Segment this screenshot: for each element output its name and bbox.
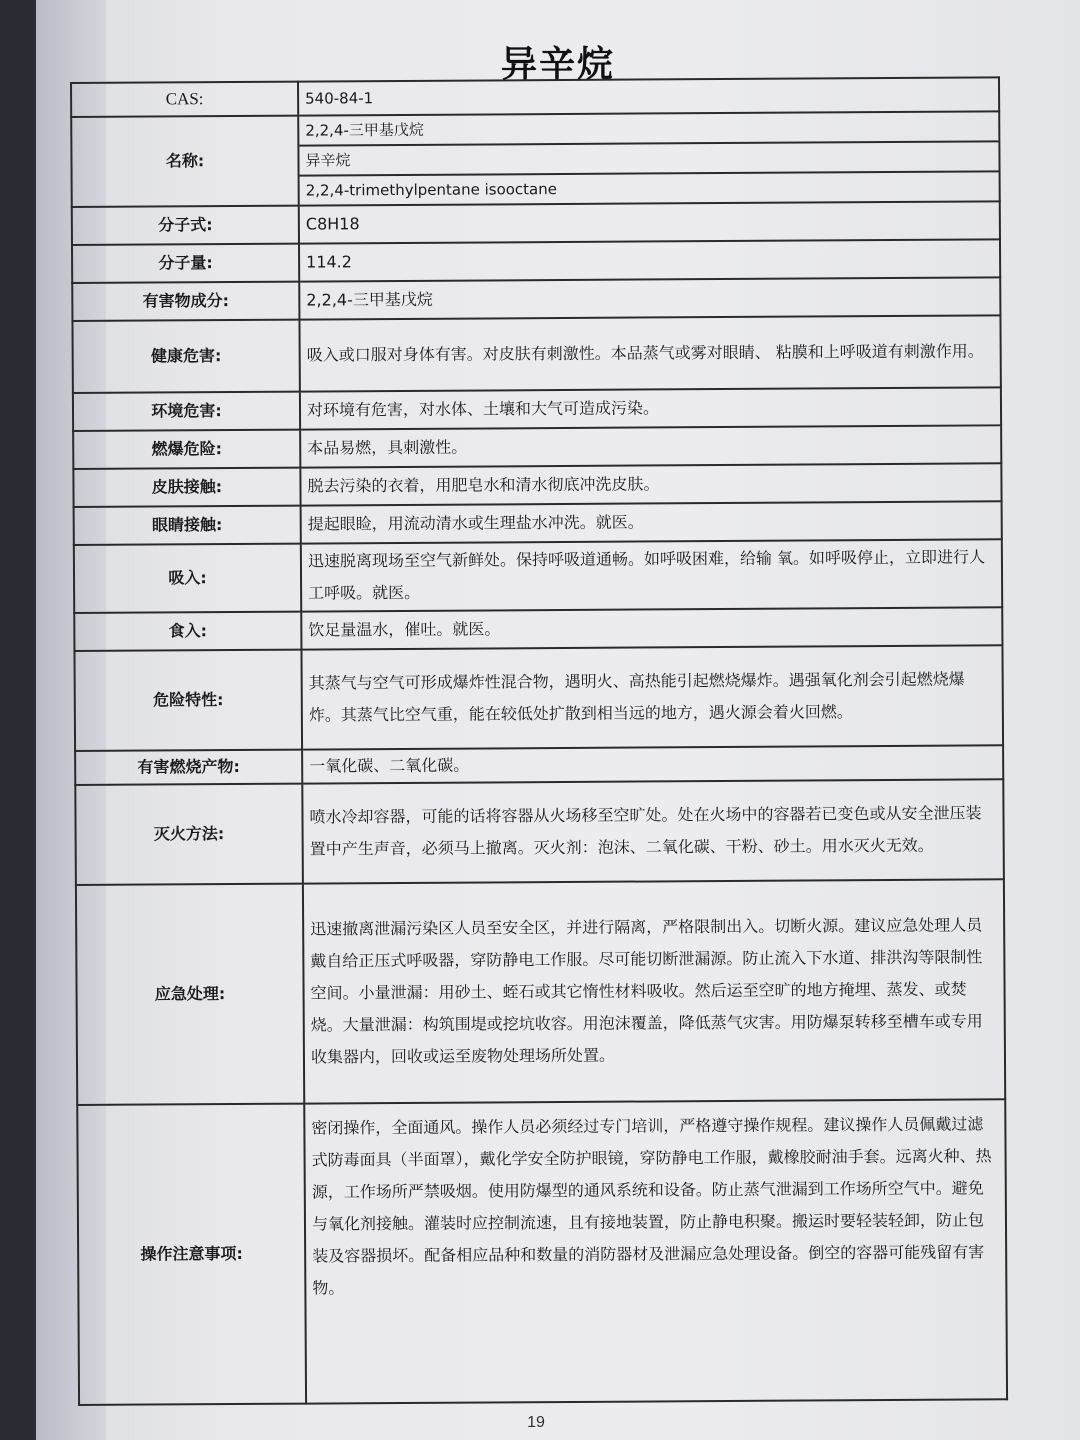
row-label-danger: 危险特性: [74, 650, 302, 751]
row-label-ingest: 食入: [74, 612, 301, 651]
row-label-skin: 皮肤接触: [73, 468, 300, 507]
row-value-mw: 114.2 [299, 239, 1000, 281]
table-row [72, 277, 1000, 321]
row-value-harmful: 2,2,4-三甲基戊烷 [299, 277, 1000, 319]
row-value-env: 对环境有危害，对水体、土壤和大气可造成污染。 [300, 387, 1001, 429]
row-value-skin: 脱去污染的衣着，用肥皂水和清水彻底冲洗皮肤。 [300, 463, 1001, 505]
table-row [74, 501, 1002, 545]
row-value-fire: 本品易燃，具刺激性。 [300, 425, 1001, 467]
row-value-formula: C8H18 [299, 201, 1000, 243]
table-row [74, 539, 1002, 613]
row-value-ingest: 饮足量温水，催吐。就医。 [301, 607, 1002, 649]
row-label-combust: 有害燃烧产物: [75, 750, 302, 785]
row-label-env: 环境危害: [73, 392, 300, 431]
row-value-inhale: 迅速脱离现场至空气新鲜处。保持呼吸道通畅。如呼吸困难，给输 氧。如呼吸停止，立即进行人工呼吸。就医。 [301, 539, 1002, 611]
row-label-formula: 分子式: [72, 206, 299, 245]
row-label-health: 健康危害: [72, 320, 299, 393]
row-label-extinguish: 灭火方法: [75, 784, 303, 885]
msds-table [70, 76, 1008, 1406]
row-value-handling: 密闭操作，全面通风。操作人员必须经过专门培训，严格遵守操作规程。建议操作人员佩戴过滤式防毒面具（半面罩），戴化学安全防护眼镜，穿防静电工作服，戴橡胶耐油手套。远离火种、热源，工作场所严禁吸烟。使用防爆型的通风系统和设备。防止蒸气泄漏到工作场所空气中。避免与氧化剂接触。灌装时应控制流速，且有接地装置，防止静电积聚。搬运时要轻装轻卸，防止包装及容器损坏。配备相应品种和数量的消防器材及泄漏应急处理设备。倒空的容器可能残留有害物。 [304, 1099, 1007, 1403]
table-row [75, 779, 1004, 885]
table-row [76, 879, 1005, 1105]
table-row [71, 111, 1000, 207]
row-value-cas: 540-84-1 [298, 77, 999, 115]
row-label-handling: 操作注意事项: [77, 1104, 306, 1405]
row-value-emergency: 迅速撤离泄漏污染区人员至安全区，并进行隔离，严格限制出入。切断火源。建议应急处理人员戴自给正压式呼吸器，穿防静电工作服。尽可能切断泄漏源。防止流入下水道、排洪沟等限制性空间。小量泄漏：用砂土、蛭石或其它惰性材料吸收。然后运至空旷的地方掩埋、蒸发、或焚烧。大量泄漏：构筑围堤或挖坑收容。用泡沫覆盖，降低蒸气灾害。用防爆泵转移至槽车或专用收集器内，回收或运至废物处理场所处置。 [303, 879, 1005, 1103]
row-value-health: 吸入或口服对身体有害。对皮肤有刺激性。本品蒸气或雾对眼睛、 粘膜和上呼吸道有刺激作用。 [299, 315, 1000, 391]
row-label-mw: 分子量: [72, 244, 299, 283]
row-value-danger: 其蒸气与空气可形成爆炸性混合物，遇明火、高热能引起燃烧爆炸。遇强氧化剂会引起燃烧爆炸。其蒸气比空气重，能在较低处扩散到相当远的地方，遇火源会着火回燃。 [301, 645, 1003, 749]
table-row [72, 239, 1000, 283]
row-value-name [298, 111, 1000, 205]
table-row [72, 315, 1000, 393]
table-row [72, 201, 1000, 245]
row-label-harmful: 有害物成分: [72, 282, 299, 321]
row-value-extinguish: 喷水冷却容器，可能的话将容器从火场移至空旷处。处在火场中的容器若已变色或从安全泄压装置中产生声音，必须马上撤离。灭火剂：泡沫、二氧化碳、干粉、砂土。用水灭火无效。 [302, 779, 1004, 883]
table-row [75, 745, 1003, 785]
table-row [73, 387, 1001, 431]
table-row [73, 425, 1001, 469]
table-row [74, 607, 1002, 651]
row-label-emergency: 应急处理: [76, 884, 304, 1105]
row-label-inhale: 吸入: [74, 544, 301, 613]
row-label-fire: 燃爆危险: [73, 430, 300, 469]
row-value-combust: 一氧化碳、二氧化碳。 [302, 745, 1003, 783]
table-row [73, 463, 1001, 507]
msds-sheet [70, 76, 1008, 1406]
table-row [77, 1099, 1007, 1405]
row-label-cas: CAS: [71, 82, 298, 117]
row-label-name: 名称: [71, 116, 299, 207]
row-value-eye: 提起眼睑，用流动清水或生理盐水冲洗。就医。 [301, 501, 1002, 543]
name-line-3: 2,2,4-trimethylpentane isooctane [305, 180, 558, 200]
table-row [71, 77, 999, 117]
name-line-1: 2,2,4-三甲基戊烷 [299, 112, 998, 146]
page-number: 19 [527, 1414, 545, 1431]
row-label-eye: 眼睛接触: [74, 506, 301, 545]
table-row [74, 645, 1003, 751]
document-page [36, 0, 1080, 1440]
page-title: 异辛烷 [500, 44, 615, 85]
name-line-2: 异辛烷 [299, 142, 998, 176]
